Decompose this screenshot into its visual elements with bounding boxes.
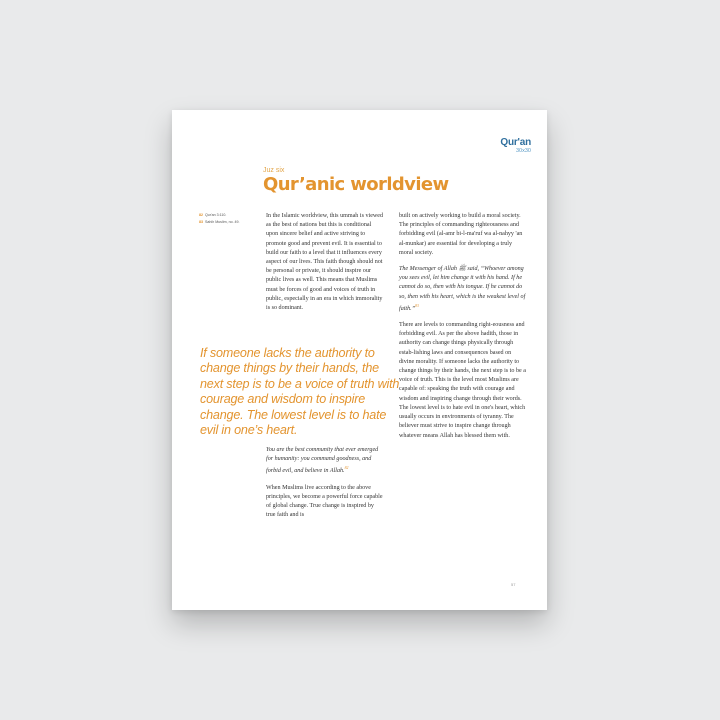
- body-paragraph: When Muslims live according to the above principles, we become a powerful force capable of global change. True change is inspired by true faith and is: [266, 484, 383, 519]
- page-title: Qur’anic worldview: [263, 174, 449, 195]
- quran-quote: [266, 446, 384, 477]
- quote-text: The Messenger of Allah ﷺ said, “Whoever among you sees evil, let him change it with his hand. If he cannot do so, then with his tongue. If he cannot do so, then with his heart, which is the weakest level of faith.”: [399, 266, 526, 312]
- hadith-quote: [399, 265, 527, 314]
- column-right: [399, 212, 527, 448]
- quote-footnote-ref: 83: [415, 303, 419, 308]
- footnotes: [199, 212, 259, 226]
- page-number: 57: [511, 582, 516, 587]
- column-left-bottom: [266, 446, 384, 527]
- footnote-83: [199, 219, 259, 226]
- document-page: [172, 110, 547, 610]
- pull-quote: If someone lacks the authority to change things by their hands, the next step is to be a voice of truth with courage and wisdom to inspire change. The lowest level is to hate evil in one’s heart.: [200, 346, 400, 438]
- column-left-top: [266, 212, 384, 320]
- footnote-number: 83: [199, 220, 203, 224]
- logo-subtitle: 30x30: [516, 148, 531, 154]
- body-paragraph: built on actively working to build a moral society. The principles of commanding righteousness and forbidding evil (al-amr bi-l-ma'ruf wa al-nahyy 'an al-munkar) are essential for developing a truly moral society.: [399, 213, 523, 256]
- footnote-82: [199, 212, 259, 219]
- quote-footnote-ref: 82: [344, 466, 349, 471]
- body-paragraph: In the Islamic worldview, this ummah is viewed as the best of nations but this is conditional upon sincere belief and active striving to promote good and prevent evil. It is essential to build our faith to a level that it influences every aspect of our lives. This faith though should not be personal or private, it should inspire our public lives as well. This means that Muslims must be forces of good and voices of truth in public, especially in an era in which immorality is so dominant.: [266, 213, 384, 312]
- footnote-text: Sahih Muslim, no. 49.: [205, 220, 240, 224]
- footnote-text: Qur'an 3:110.: [205, 213, 227, 217]
- quote-text: You are the best community that ever emerged for humanity: you command goodness, and forbid evil, and believe in Allah.: [266, 447, 379, 475]
- body-paragraph: There are levels to commanding right-eousness and forbidding evil. As per the above hadith, those in authority can change things physically through estab-lishing laws and consequences based on divine morality. If someone lacks the authority to change things by their hands, the next step is to be a voice of truth. This is the level most Muslims are capable of: speaking the truth with courage and wisdom and inspiring change through their words. The lowest level is to hate evil in one's heart, which usually occurs in environments of tyranny. The believer must strive to inspire change through whatever means Allah has blessed them with.: [399, 322, 526, 439]
- footnote-number: 82: [199, 213, 203, 217]
- quran-30x30-logo: [489, 138, 531, 156]
- logo-wordmark: Qur'an: [500, 137, 531, 148]
- section-kicker: Juz six: [263, 167, 285, 174]
